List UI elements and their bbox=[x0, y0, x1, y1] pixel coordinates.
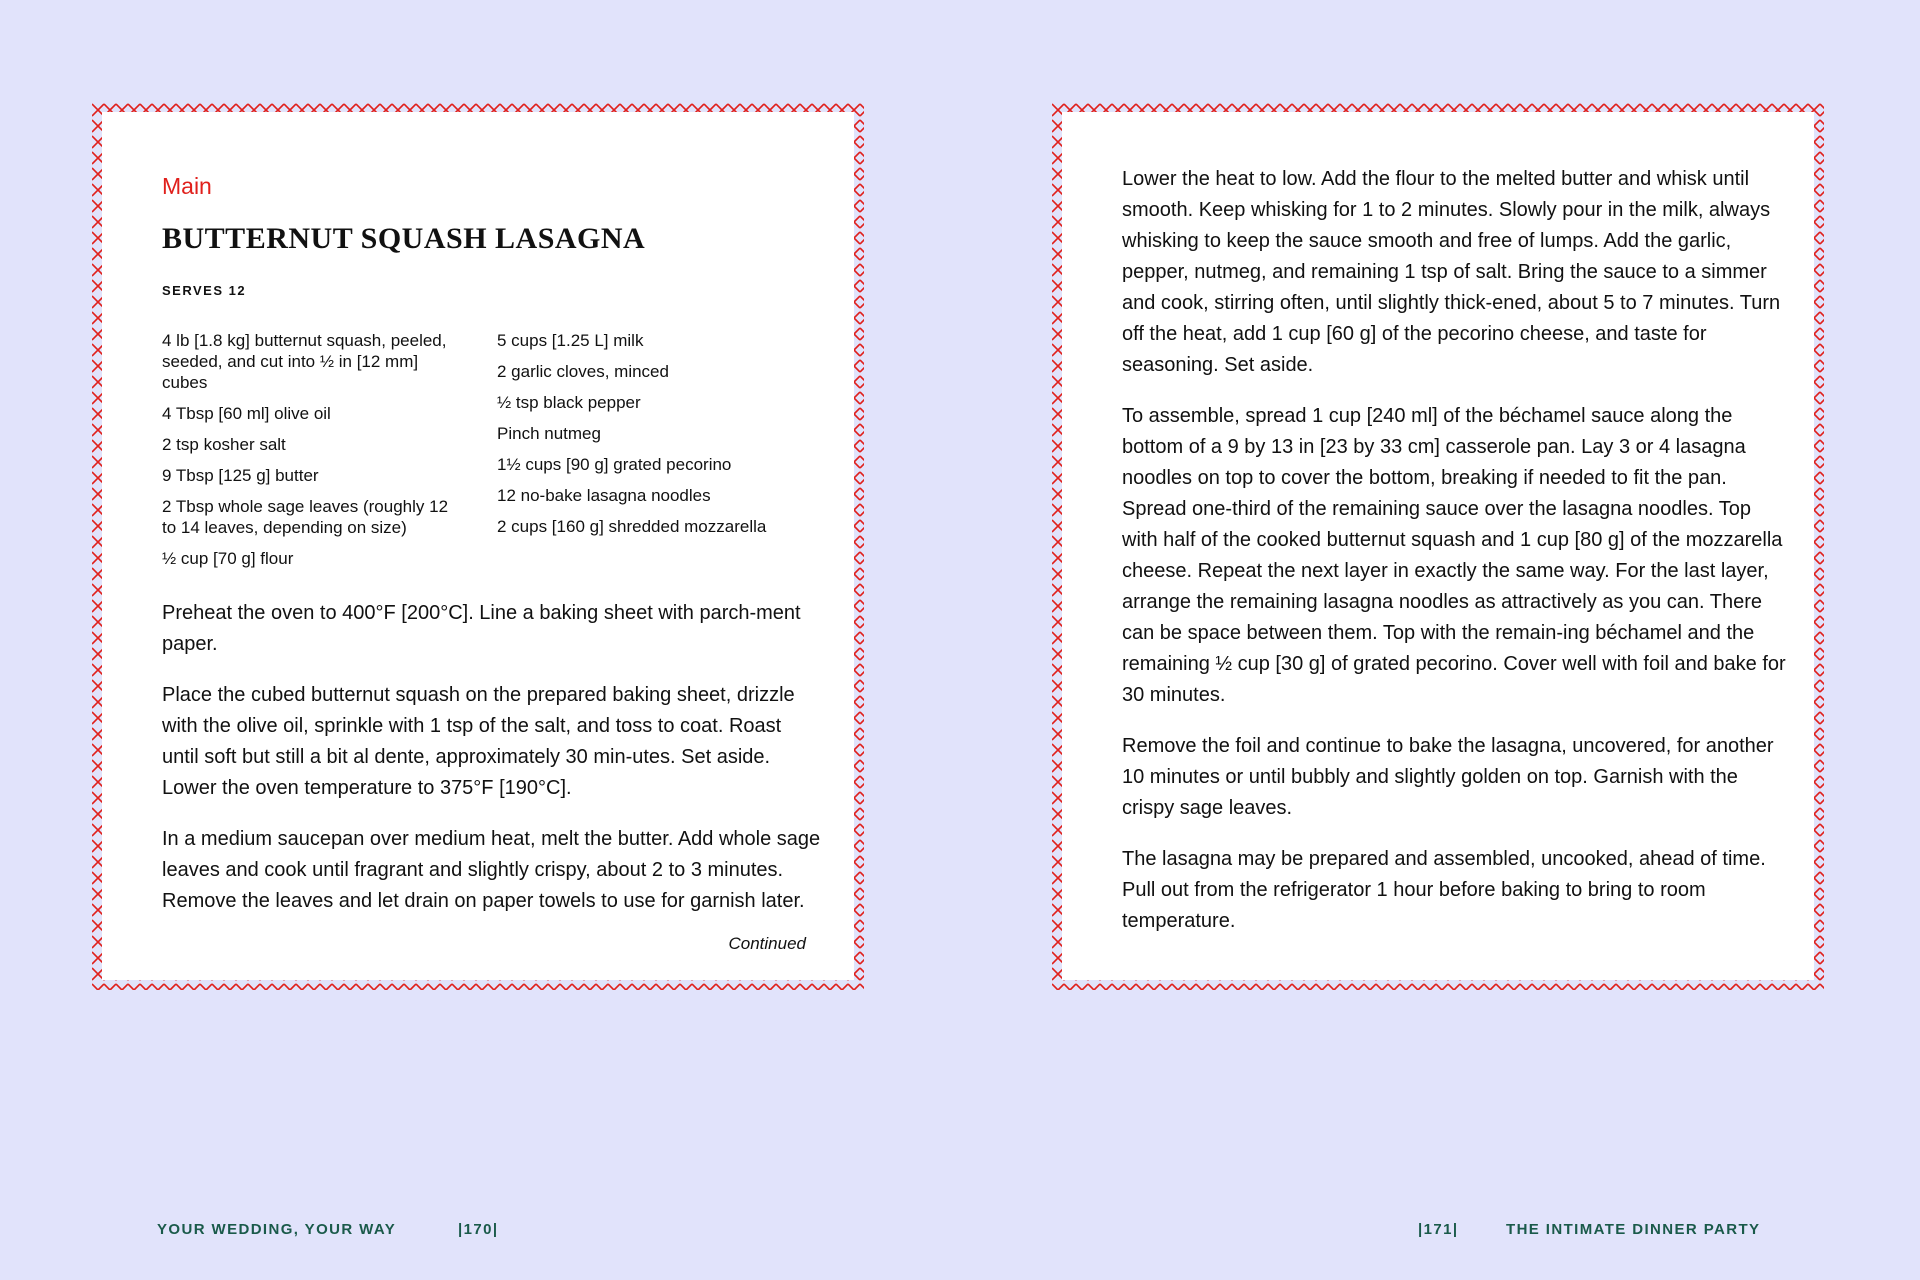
recipe-category: Main bbox=[162, 173, 212, 199]
instruction-paragraph: In a medium saucepan over medium heat, melt the butter. Add whole sage leaves and cook until fragrant and slightly crispy, about 2 to 3 minutes. Remove the leaves and let drain on paper towels to use for garnish later. bbox=[162, 828, 821, 912]
instruction-paragraph: To assemble, spread 1 cup [240 ml] of the béchamel sauce along the bottom of a 9 by 13 in [23 by 33 cm] casserole pan. Lay 3 or 4 lasagna noodles on top to cover the bottom, breaking if needed to fit the pan. Spread one-third of the remaining sauce over the lasagna noodles. Top with half of the cooked butternut squash and 1 cup [80 g] of the mozzarella cheese. Repeat the next layer in exactly the same way. For the last layer, arrange the remaining lasagna noodles as attractively as you can. There can be space between them. Top with the remain-ing béchamel and the remaining ½ cup [30 g] of grated pecorino. Cover well with foil and bake for 30 minutes. bbox=[1122, 405, 1786, 706]
ingredient-item: ½ tsp black pepper bbox=[497, 393, 641, 412]
ingredient-item: 2 cups [160 g] shredded mozzarella bbox=[497, 517, 767, 536]
instruction-paragraph: The lasagna may be prepared and assembled, uncooked, ahead of time. Pull out from the refrigerator 1 hour before baking to bring to room temperature. bbox=[1122, 848, 1766, 932]
ingredient-item: 2 tsp kosher salt bbox=[162, 435, 286, 454]
footer-book-title: YOUR WEDDING, YOUR WAY bbox=[157, 1221, 397, 1238]
ingredient-item: 2 Tbsp whole sage leaves (roughly 12 to 14 leaves, depending on size) bbox=[162, 497, 449, 537]
recipe-title: BUTTERNUT SQUASH LASAGNA bbox=[162, 222, 646, 255]
ingredient-item: ½ cup [70 g] flour bbox=[162, 549, 294, 568]
recipe-card-right bbox=[1052, 102, 1824, 990]
ingredients-column-2 bbox=[497, 330, 827, 547]
instruction-paragraph: Remove the foil and continue to bake the lasagna, uncovered, for another 10 minutes or until bubbly and slightly golden on top. Garnish with the crispy sage leaves. bbox=[1122, 735, 1774, 819]
instruction-paragraph: Preheat the oven to 400°F [200°C]. Line a baking sheet with parch-ment paper. bbox=[162, 602, 801, 655]
ingredient-item: 9 Tbsp [125 g] butter bbox=[162, 466, 319, 485]
card-inner bbox=[102, 112, 854, 980]
ingredient-item: Pinch nutmeg bbox=[497, 424, 601, 443]
ingredient-item: 4 Tbsp [60 ml] olive oil bbox=[162, 404, 331, 423]
serves-label: SERVES 12 bbox=[162, 283, 247, 298]
ingredient-item: 2 garlic cloves, minced bbox=[497, 362, 669, 381]
instructions-left bbox=[162, 598, 822, 937]
ingredient-item: 12 no-bake lasagna noodles bbox=[497, 486, 711, 505]
footer-chapter-title: THE INTIMATE DINNER PARTY bbox=[1506, 1221, 1761, 1238]
ingredients-column-1 bbox=[162, 330, 462, 579]
card-inner bbox=[1062, 112, 1814, 980]
page-number-right: |171| bbox=[1418, 1221, 1459, 1238]
ingredient-item: 1½ cups [90 g] grated pecorino bbox=[497, 455, 732, 474]
instruction-paragraph: Lower the heat to low. Add the flour to the melted butter and whisk until smooth. Keep whisking for 1 to 2 minutes. Slowly pour in the milk, always whisking to keep the sauce smooth and free of lumps. Add the garlic, pepper, nutmeg, and remaining 1 tsp of salt. Bring the sauce to a simmer and cook, stirring often, until slightly thick-ened, about 5 to 7 minutes. Turn off the heat, add 1 cup [60 g] of the pecorino cheese, and taste for seasoning. Set aside. bbox=[1122, 168, 1781, 376]
ingredient-item: 4 lb [1.8 kg] butternut squash, peeled, seeded, and cut into ½ in [12 mm] cubes bbox=[162, 331, 447, 392]
page-number-left: |170| bbox=[458, 1221, 499, 1238]
recipe-card-left bbox=[92, 102, 864, 990]
ingredient-item: 5 cups [1.25 L] milk bbox=[497, 331, 644, 350]
continued-label: Continued bbox=[728, 934, 806, 953]
instruction-paragraph: Place the cubed butternut squash on the prepared baking sheet, drizzle with the olive oil, sprinkle with 1 tsp of the salt, and toss to coat. Roast until soft but still a bit al dente, approximately 30 min-utes. Set aside. Lower the oven temperature to 375°F [190°C]. bbox=[162, 684, 795, 799]
instructions-right bbox=[1122, 164, 1792, 957]
